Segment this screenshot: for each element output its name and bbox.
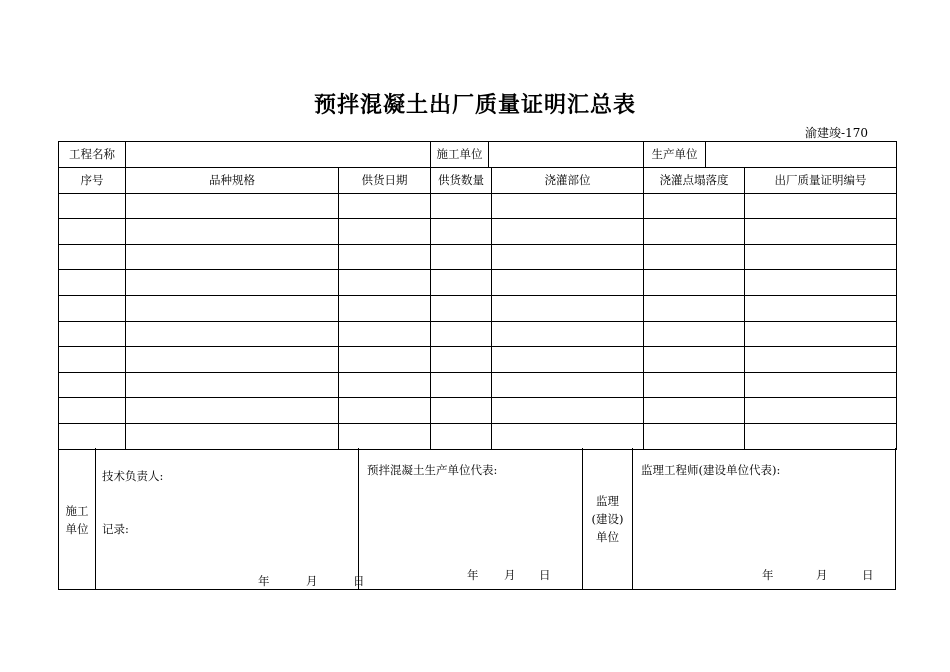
- table-cell[interactable]: [745, 270, 897, 296]
- table-cell[interactable]: [492, 295, 644, 321]
- construction-unit-field[interactable]: [489, 142, 643, 167]
- table-cell[interactable]: [431, 219, 492, 245]
- tech-lead-label: 技术负责人:: [102, 469, 164, 483]
- table-cell[interactable]: [59, 295, 126, 321]
- supervision-unit-cell: [583, 448, 633, 589]
- table-cell[interactable]: [431, 295, 492, 321]
- table-cell[interactable]: [745, 244, 897, 270]
- table-cell[interactable]: [339, 321, 431, 347]
- table-cell[interactable]: [339, 193, 431, 219]
- table-cell[interactable]: [431, 244, 492, 270]
- table-cell[interactable]: [745, 295, 897, 321]
- column-header: 浇灌部位: [492, 167, 644, 193]
- table-cell[interactable]: [59, 347, 126, 373]
- table-cell[interactable]: [745, 321, 897, 347]
- table-cell[interactable]: [644, 347, 745, 373]
- table-cell[interactable]: [59, 398, 126, 424]
- table-cell[interactable]: [59, 423, 126, 449]
- table-cell[interactable]: [644, 398, 745, 424]
- table-cell[interactable]: [59, 219, 126, 245]
- production-unit-label: 生产单位: [644, 142, 706, 167]
- date-month: 月: [306, 574, 318, 588]
- table-cell[interactable]: [126, 321, 339, 347]
- table-cell[interactable]: [644, 372, 745, 398]
- table-row: [59, 219, 897, 245]
- table-cell[interactable]: [339, 219, 431, 245]
- form-code: 渝建竣-170: [805, 126, 868, 140]
- table-cell[interactable]: [644, 423, 745, 449]
- table-cell[interactable]: [644, 219, 745, 245]
- table-cell[interactable]: [644, 244, 745, 270]
- table-cell[interactable]: [431, 193, 492, 219]
- table-row: [59, 321, 897, 347]
- table-cell[interactable]: [492, 244, 644, 270]
- date-day: 日: [353, 574, 365, 588]
- construction-sign-cell: [96, 448, 365, 589]
- table-cell[interactable]: [126, 295, 339, 321]
- table-row: [59, 372, 897, 398]
- date-year: 年: [258, 574, 270, 588]
- column-header: 供货数量: [431, 167, 492, 193]
- table-cell[interactable]: [644, 295, 745, 321]
- table-cell[interactable]: [431, 321, 492, 347]
- date-month: 月: [816, 568, 828, 582]
- table-cell[interactable]: [431, 423, 492, 449]
- construction-unit-label: 施工单位: [431, 142, 489, 167]
- supplier-rep-label: 预拌混凝土生产单位代表:: [367, 463, 498, 477]
- supervision-label: 单位: [596, 530, 619, 544]
- table-cell[interactable]: [59, 321, 126, 347]
- summary-table: [58, 141, 897, 450]
- table-cell[interactable]: [492, 372, 644, 398]
- table-cell[interactable]: [431, 398, 492, 424]
- table-cell[interactable]: [339, 398, 431, 424]
- column-header: 出厂质量证明编号: [745, 167, 897, 193]
- table-cell[interactable]: [492, 398, 644, 424]
- table-cell[interactable]: [59, 372, 126, 398]
- table-row: [59, 244, 897, 270]
- table-row: [59, 423, 897, 449]
- column-header: 浇灌点塌落度: [644, 167, 745, 193]
- table-cell[interactable]: [339, 423, 431, 449]
- table-cell[interactable]: [431, 347, 492, 373]
- supervision-label: (建设): [591, 512, 624, 526]
- table-cell[interactable]: [644, 193, 745, 219]
- table-cell[interactable]: [339, 347, 431, 373]
- column-header: 供货日期: [339, 167, 431, 193]
- table-cell[interactable]: [126, 347, 339, 373]
- table-cell[interactable]: [745, 193, 897, 219]
- table-cell[interactable]: [339, 372, 431, 398]
- production-unit-field[interactable]: [706, 142, 896, 167]
- info-row: [59, 142, 897, 168]
- supervision-label: 监理: [596, 494, 619, 508]
- table-cell[interactable]: [492, 423, 644, 449]
- table-cell[interactable]: [431, 372, 492, 398]
- table-row: [59, 295, 897, 321]
- table-cell[interactable]: [59, 244, 126, 270]
- date-day: 日: [539, 568, 551, 582]
- table-cell[interactable]: [644, 321, 745, 347]
- table-cell[interactable]: [126, 219, 339, 245]
- table-cell[interactable]: [745, 347, 897, 373]
- table-cell[interactable]: [126, 193, 339, 219]
- table-cell[interactable]: [126, 372, 339, 398]
- supervisor-label: 监理工程师(建设单位代表):: [641, 463, 781, 477]
- table-row: [59, 270, 897, 296]
- supervisor-sign-cell: [633, 448, 897, 589]
- table-cell[interactable]: [492, 321, 644, 347]
- supplier-sign-cell: [359, 448, 583, 589]
- recorder-label: 记录:: [102, 522, 129, 536]
- construction-unit-cell: [59, 448, 96, 589]
- column-header: 品种规格: [126, 167, 339, 193]
- table-cell[interactable]: [59, 193, 126, 219]
- date-day: 日: [862, 568, 874, 582]
- table-row: [59, 193, 897, 219]
- table-cell[interactable]: [745, 372, 897, 398]
- table-cell[interactable]: [644, 270, 745, 296]
- table-cell[interactable]: [126, 270, 339, 296]
- table-cell[interactable]: [745, 398, 897, 424]
- table-row: [59, 347, 897, 373]
- table-cell[interactable]: [492, 193, 644, 219]
- table-cell[interactable]: [126, 244, 339, 270]
- column-header-row: [59, 167, 897, 193]
- construction-label: 施工: [65, 504, 89, 518]
- table-cell[interactable]: [339, 270, 431, 296]
- table-cell[interactable]: [492, 270, 644, 296]
- table-cell[interactable]: [126, 398, 339, 424]
- page-title: 预拌混凝土出厂质量证明汇总表: [313, 92, 636, 118]
- table-cell[interactable]: [59, 270, 126, 296]
- table-cell[interactable]: [339, 295, 431, 321]
- table-cell[interactable]: [492, 347, 644, 373]
- table-cell[interactable]: [126, 423, 339, 449]
- date-year: 年: [762, 568, 774, 582]
- table-cell[interactable]: [339, 244, 431, 270]
- table-row: [59, 398, 897, 424]
- signature-section: [58, 448, 896, 590]
- construction-label: 单位: [65, 522, 89, 536]
- date-month: 月: [504, 568, 516, 582]
- table-cell[interactable]: [492, 219, 644, 245]
- table-cell[interactable]: [745, 423, 897, 449]
- date-year: 年: [467, 568, 479, 582]
- project-name-field[interactable]: [126, 142, 431, 168]
- table-cell[interactable]: [431, 270, 492, 296]
- column-header: 序号: [59, 167, 126, 193]
- project-name-label: 工程名称: [59, 142, 126, 168]
- table-cell[interactable]: [745, 219, 897, 245]
